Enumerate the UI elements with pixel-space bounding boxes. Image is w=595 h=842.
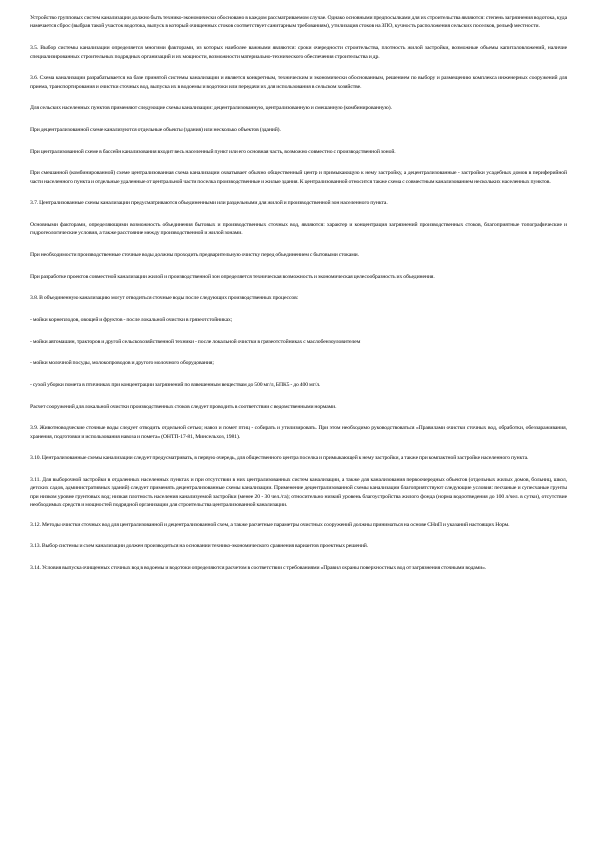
paragraph: 3.9. Животноводческие сточные воды следует отводить отдельной сетью; навоз и помет птиц - собирать и утилизировать. При этом необходимо руководствоваться «Правилами очистки сточных вод, обработки, обеззараживания, хранения, подготовки и использования навоза и помета» (ОНТП-17-81, Минсельхоз, 1981). xyxy=(30,425,567,440)
paragraph: 3.12. Методы очистки сточных вод для централизованной и децентрализованной схем, а также расчетные параметры очистных сооружений должны приниматься на основе СНиП и указаний настоящих Норм. xyxy=(30,521,510,528)
paragraph: 3.8. В объединенную канализацию могут отводиться сточные воды после следующих производственных процессов: xyxy=(30,295,299,302)
paragraph: При децентрализованной схеме канализуются отдельные объекты (здания) или несколько объектов (зданий). xyxy=(30,126,281,133)
paragraph: 3.6. Схема канализации разрабатывается на базе принятой системы канализации и является конкретным, техническим и экономически обоснованным, решением по выбору и размещению комплекса инженерных сооружений для приема, транспортирования и очистки сточных вод, выпуска их в водоемы и водотоки или передачи их для использования в сельском хозяйстве. xyxy=(30,75,567,90)
paragraph: Для сельских населенных пунктов применяют следующие схемы канализации: децентрализованную, централизованную и смешанную (комбинированную). xyxy=(30,105,392,112)
list-item: - мойки молочной посуды, молокопроводов и другого молочного оборудования; xyxy=(30,360,214,367)
paragraph: Расчет сооружений для локальной очистки производственных стоков следует проводить в соответствии с ведомственными нормами. xyxy=(30,403,337,410)
list-item: - сухой уборки помета в птичниках при концентрации загрязнений по взвешенным веществам до 500 мг/л, БПК5 - до 400 мг/л. xyxy=(30,381,321,388)
paragraph: 3.5. Выбор системы канализации определяется многими факторами, из которых наиболее важными являются: сроки очередности строительства, плотность жилой застройки, возможные объемы капиталовложений, наличие специализированных строительных подрядных организаций и их мощности, возможности материально-технического обеспечения строительства и др. xyxy=(30,45,567,60)
paragraph: При необходимости производственные сточные воды должны проходить предварительную очистку перед объединением с бытовыми стоками. xyxy=(30,252,359,259)
paragraph: При разработке проектов совместной канализации жилой и производственной зон определяется техническая возможность и экономическая целесообразность их объединения. xyxy=(30,273,435,280)
paragraph: 3.7. Централизованные схемы канализации предусматриваются объединенными или раздельными для жилой и производственной зон населенного пункта. xyxy=(30,200,388,207)
list-item: - мойки автомашин, тракторов и другой сельскохозяйственной техники - после локальной очистки в грязеотстойниках с маслобензоуловителем xyxy=(30,338,361,345)
paragraph: 3.13. Выбор системы и схем канализации должен производиться на основании технико-экономического сравнения вариантов проектных решений. xyxy=(30,543,369,550)
paragraph: При централизованной схеме в бассейн канализования входит весь населенный пункт или его основная часть, возможно совместно с производственной зоной. xyxy=(30,148,396,155)
paragraph: 3.11. Для выборочной застройки в отдаленных населенных пунктах и при отсутствии в них централизованных систем канализации, а также для канализования первоочередных объектов (отдельных жилых домов, больниц, школ, детских садов, административных зданий) следует применять децентрализованные схемы канализации. Применение децентрализованной схемы канализации благоприятствуют следующие условия: песчаные и супесчаные грунты при низком уровне грунтовых вод; низкая плотность населения канализуемой застройки (менее 20 - 30 чел./га); относительно низкий уровень благоустройства жилого фонда (норма водоотведения до 100 л/чел. в сутки), отсутствие необходимых средств и мощностей подрядной организации для строительства централизованной канализации. xyxy=(30,476,567,509)
paragraph: Основными факторами, определяющими возможность объединения бытовых и производственных сточных вод, являются: характер и концентрация загрязнений производственных стоков, благоприятные топографические и гидрогеологические условия, а также расстояние между производственной и жилой зонами. xyxy=(30,221,567,237)
paragraph: 3.10. Централизованные схемы канализации следует предусматривать, в первую очередь, для общественного центра поселка и примыкающей к нему застройки, а также при компактной застройке населенного пункта. xyxy=(30,455,529,462)
document-page xyxy=(30,14,567,828)
paragraph: Устройство групповых систем канализации должно быть технико-экономически обосновано в каждом рассматриваемом случае. Однако основными предпосылками для их строительства являются: степень загрязнения водотока, куда намечается сброс (выбрав такой участок водотока, выпуск в который очищенных стоков соответствует санитарным требованиям), утилизация стоков на ЗПО, кучность расположения сельских поселков, рельеф местности. xyxy=(30,15,567,30)
list-item: - мойки корнеплодов, овощей и фруктов - после локальной очистки в грязеотстойниках; xyxy=(30,316,233,323)
paragraph: 3.14. Условия выпуска очищенных сточных вод в водоемы и водотоки определяются расчетом в соответствии с требованиями «Правил охраны поверхностных вод от загрязнения сточными водами». xyxy=(30,564,487,571)
paragraph: При смешанной (комбинированной) схеме централизованная схема канализации охватывает обычно общественный центр и примыкающую к нему застройку, а децентрализованные - застройки усадебных домов в периферийной части населенного пункта и отдельные удаленные от центральной части поселка производственные и жилые здания. К централизованной относится также схема с совместным канализованием нескольких населенных пунктов. xyxy=(30,170,567,185)
